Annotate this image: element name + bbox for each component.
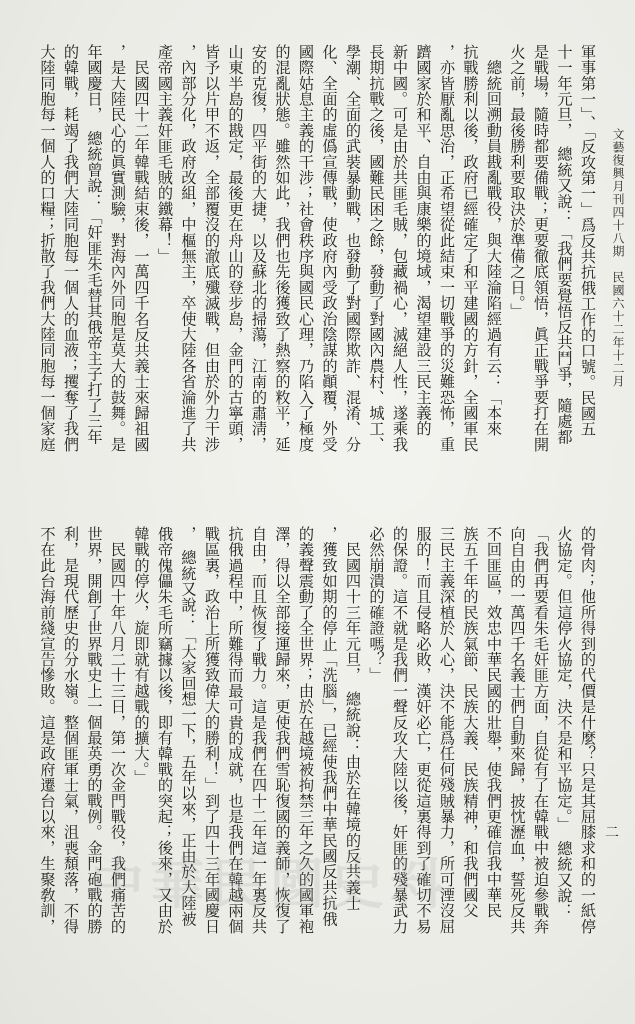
upper-text-line: 軍事第一」、「反攻第一」爲反共抗俄工作的口號。民國五 [579,44,597,437]
upper-text-line: 國際姑息主義的干涉；社會秩序與國民心理，乃陷入了極度 [297,44,315,453]
lower-text-line: 的義聲震動了全世界；由於在越境被拘禁三年之久的國軍袍 [297,526,315,935]
lower-text-line: 世界，開創了世界戰史上一個最英勇的戰例。金門砲戰的勝 [85,526,104,935]
lower-text-line: 族五千年的民族氣節、民族大義、民族精神，和我們國父 [461,526,480,919]
page-number: 二 [605,825,619,841]
upper-text-line: 安的克復，四平街的大捷，以及蘇北的掃蕩，江南的肅淸， [250,44,268,453]
lower-text-line: 的保證。這不就是我們一聲反攻大陸以後，奸匪的殘暴武力 [391,526,409,935]
lower-text-line: ， 總統又說：「大家回想一下，五年以來，正由於大陸被 [179,526,198,927]
lower-text-line: 不回匪區，效忠中華民國的壯舉，使我們更確信我中華民 [485,526,503,919]
lower-text-line: 必然崩潰的確證嗎？」 [367,526,386,683]
upper-text-line: 大陸同胞每一個人的口糧；折散了我們大陸同胞每一個家庭 [38,44,57,453]
lower-text-line: 服的！而且侵略必敗，漢奸必亡，更從這裏得到了確切不易 [414,526,433,935]
lower-text-line: 民國四十年八月二十三日，第一次金門戰役，我們痛苦的 [109,526,127,935]
upper-text-line: 學潮、全面的武裝暴動戰，也發動了對國際欺詐、混淆、分 [344,44,362,453]
lower-text-line: 不在此台海前綫宣告慘敗。這是政府遷台以來，生聚敎訓， [38,526,57,935]
lower-text-line: 俄帝傀儡朱毛所竊據以後，即有韓戰的突起；後來，又由於 [156,526,174,935]
upper-text-line: 是戰場，隨時都要備戰；更要徹底領悟，眞正戰爭要打在開 [532,44,550,453]
lower-text-line: 民國四十三年元旦， 總統說：由於在韓境的反共義士 [344,526,362,911]
upper-text-line: 總統回溯動員戡亂戰役，與大陸淪陷經過有云：「本來 [485,44,503,437]
upper-text-line: 的混亂狀態。雖然如此，我們也先後獲致了熱察的敉平，延 [273,44,292,453]
lower-text-line: 自由，而且恢復了戰力。這是我們在四十二年這一年裏反共 [250,526,268,935]
upper-text-line: ，是大陸民心的眞實測驗，對海內外同胞是莫大的鼓舞。是 [109,44,127,453]
lower-text-line: 的骨肉；他所得到的代價是什麼？只是其屈膝求和的一紙停 [579,526,597,935]
lower-text-line: ，獲致如期的停止「洗腦」，已經使我們中華民國反共抗俄 [320,526,339,927]
upper-text-line: 躋國家於和平、自由與康樂的境域，渴望建設三民主義的 [414,44,433,437]
upper-text-line: 的韓戰，耗竭了我們大陸同胞每一個人的血液；攫奪了我們 [62,44,80,453]
upper-text-line: 化、全面的虛僞宣傳戰，使政府內受政治陰謀的顚覆，外受 [320,44,339,453]
lower-text-line: 韓戰的停火，旋即就有越戰的擴大。」 [132,526,151,786]
upper-text-line: 皆予以片甲不返，全部覆沒的澈底殲滅戰，但由於外力干涉 [203,44,221,453]
upper-text-block [38,44,599,500]
lower-text-line: 利，是現代歷史的分水嶺。整個匪軍士氣，沮喪頹落，不得 [62,526,80,935]
upper-text-line: 民國四十二年韓戰結束後，一萬四千名反共義士來歸祖國 [132,44,151,453]
upper-text-line: ，亦皆厭亂思治，正希望從此結束一切戰爭的災難恐怖，重 [438,44,456,453]
watermark: 中華民國史料 [90,853,450,916]
lower-text-line: 火協定。但這停火協定，決不是和平協定。」 總統又說： [555,526,574,919]
upper-text-line: 長期抗戰之後，國難民困之餘，發動了對國內農村、城工、 [367,44,386,453]
upper-text-line: 年國慶日， 總統曾說：「奸匪朱毛替其俄帝主子打了三年 [85,44,104,445]
lower-text-line: 抗俄過程中，所難得而最可貴的成就，也是我們在韓越兩個 [226,526,245,935]
upper-text-line: 新中國。可是由於共匪毛賊，包藏禍心，滅絕人性，遂乘我 [391,44,409,453]
upper-text-line: 火之前，最後勝利要取決於準備之日。」 [508,44,527,319]
lower-text-line: 三民主義深植於人心，決不能爲任何殘賊暴力，所可湮沒屈 [438,526,456,935]
upper-text-line: 山東半島的戡定，最後更在舟山的登步島，金門的古寧頭， [226,44,245,453]
upper-text-line: 產帝國主義奸匪毛賊的鐵幕！」 [156,44,174,264]
page-header: 文藝復興月刊四十八期 民國六十二年十二月 [611,128,625,388]
lower-text-block [38,526,599,996]
lower-text-line: 戰區裏，政治上所獲致偉大的勝利！」到了四十三年國慶日 [203,526,221,935]
upper-text-line: 十一年元旦， 總統又說：「我們要覺悟反共鬥爭，隨處都 [555,44,574,445]
lower-text-line: 「我們再要看朱毛奸匪方面，自從有了在韓戰中被迫參戰奔 [532,526,550,935]
upper-text-line: 抗戰勝利以後，政府已經確定了和平建國的方針，全國軍民 [461,44,480,453]
lower-text-line: 澤，得以全部接運歸來，更使我們雪恥復國的義師，恢復了 [273,526,292,935]
lower-text-line: 向自由的一萬四千名義士們自動來歸，披忱瀝血，誓死反共 [508,526,527,935]
upper-text-line: ，內部分化，政府改組，中樞無主，卒使大陸各省淪進了共 [179,44,198,453]
